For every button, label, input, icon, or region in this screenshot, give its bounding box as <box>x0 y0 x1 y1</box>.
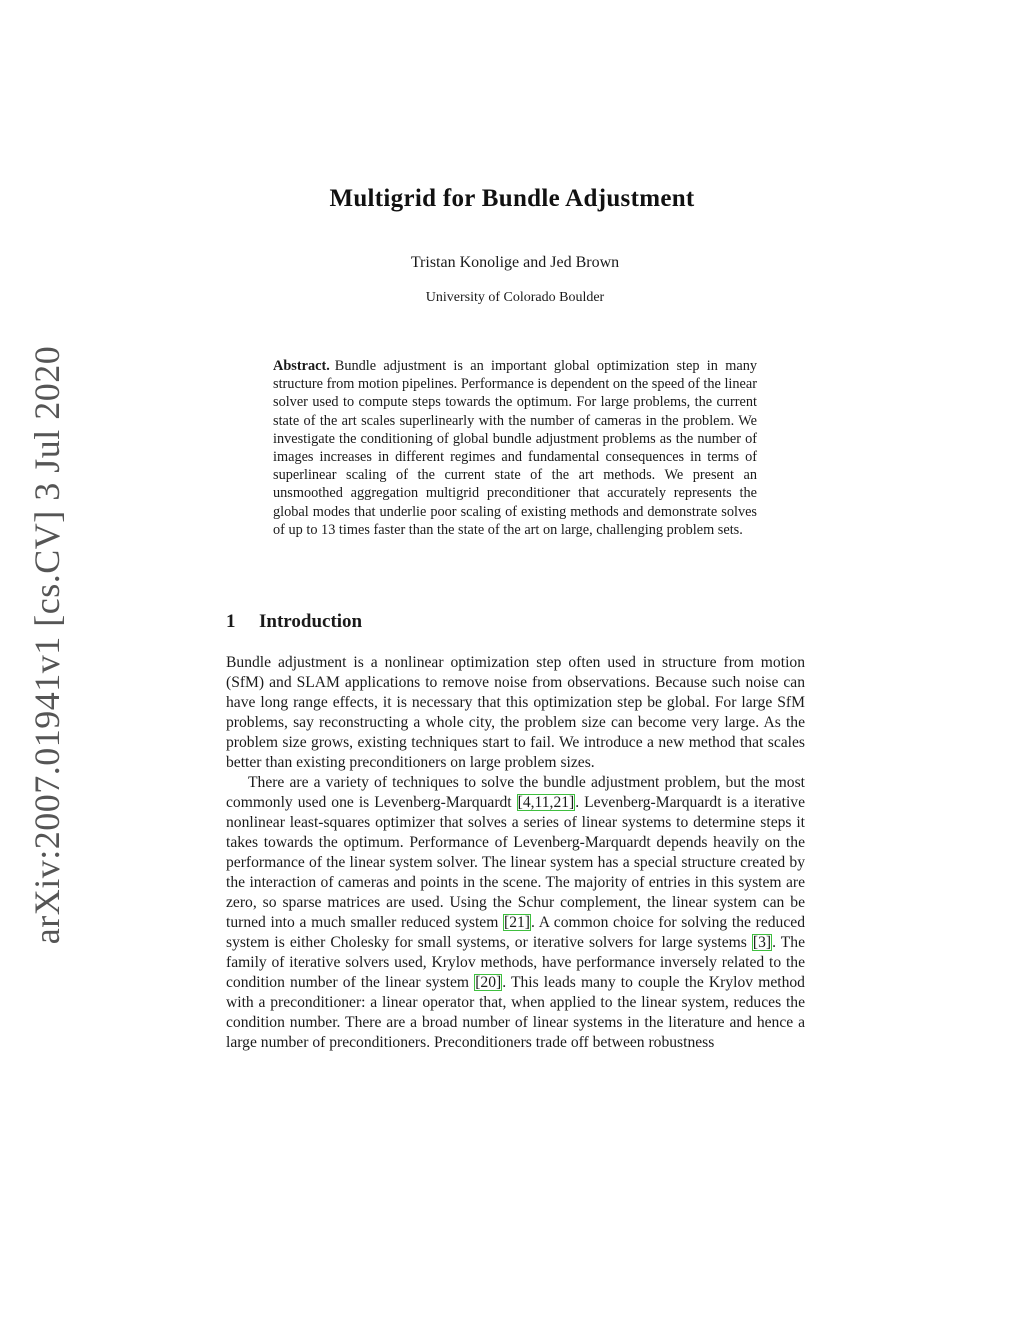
paragraph-1: Bundle adjustment is a nonlinear optimization step often used in structure from motion (SfM) and SLAM applications to remove noise from observations. Because such noise can have long range effects, it is necessary that this optimization step be global. For large SfM problems, say reconstructing a whole city, the problem size can become very large. As the problem size grows, existing techniques start to fail. We introduce a new method that scales better than existing preconditioners on large problem sizes. <box>226 654 805 771</box>
section-heading-introduction <box>226 611 362 633</box>
arxiv-identifier: arXiv:2007.01941v1 [cs.CV] 3 Jul 2020 <box>27 345 67 945</box>
abstract-label: Abstract. <box>273 358 330 374</box>
paragraph-2 <box>226 773 805 1053</box>
citation-link[interactable]: [3] <box>752 934 772 951</box>
paragraph-2-text-4: . The family of iterative solvers used, Krylov methods, have performance inversely related to the condition number of the linear system <box>226 934 805 991</box>
citation-link[interactable]: [21] <box>504 914 530 931</box>
section-number: 1 <box>226 611 236 632</box>
paragraph-2-text-5: . This leads many to couple the Krylov method with a preconditioner: a linear operator that, when applied to the linear system, reduces the condition number. There are a broad number of linear systems in the literature and hence a large number of preconditioners. Preconditioners trade off between robustness <box>226 974 805 1051</box>
section-title: Introduction <box>259 611 363 632</box>
paragraph-2-text-1: There are a variety of techniques to solve the bundle adjustment problem, but the most commonly used one is Levenberg-Marquardt <box>226 774 805 811</box>
citation-link[interactable]: [20] <box>475 974 502 991</box>
paper-title: Multigrid for Bundle Adjustment <box>329 185 695 212</box>
paper-affiliation: University of Colorado Boulder <box>425 290 605 305</box>
introduction-body <box>226 653 805 1053</box>
abstract <box>273 357 757 539</box>
paragraph-2-text-2: . Levenberg-Marquardt is a iterative nonlinear least-squares optimizer that solves a series of linear systems to determine steps it takes towards the optimum. Performance of Levenberg-Marquardt depends heavily on the performance of the linear system solver. The linear system has a special structure created by the interaction of cameras and points in the scene. The majority of entries in this system are zero, so sparse matrices are used. Using the Schur complement, the linear system can be turned into a much smaller reduced system <box>226 794 805 931</box>
abstract-text: Bundle adjustment is an important global optimization step in many structure from motion pipelines. Performance is dependent on the speed of the linear solver used to compute steps towards the optimum. For large problems, the current state of the art scales superlinearly with the number of cameras in the problem. We investigate the conditioning of global bundle adjustment problems as the number of images increases in different regimes and fundamental consequences in terms of superlinear scaling of the current state of the art methods. We present an unsmoothed aggregation multigrid preconditioner that accurately represents the global modes that underlie poor scaling of existing methods and demonstrate solves of up to 13 times faster than the state of the art on large, challenging problem sets. <box>273 358 757 538</box>
paragraph-2-text-3: . A common choice for solving the reduced system is either Cholesky for small systems, or iterative solvers for large systems <box>226 914 805 951</box>
paper-authors: Tristan Konolige and Jed Brown <box>410 254 620 271</box>
citation-link[interactable]: [4,11,21] <box>517 794 575 811</box>
